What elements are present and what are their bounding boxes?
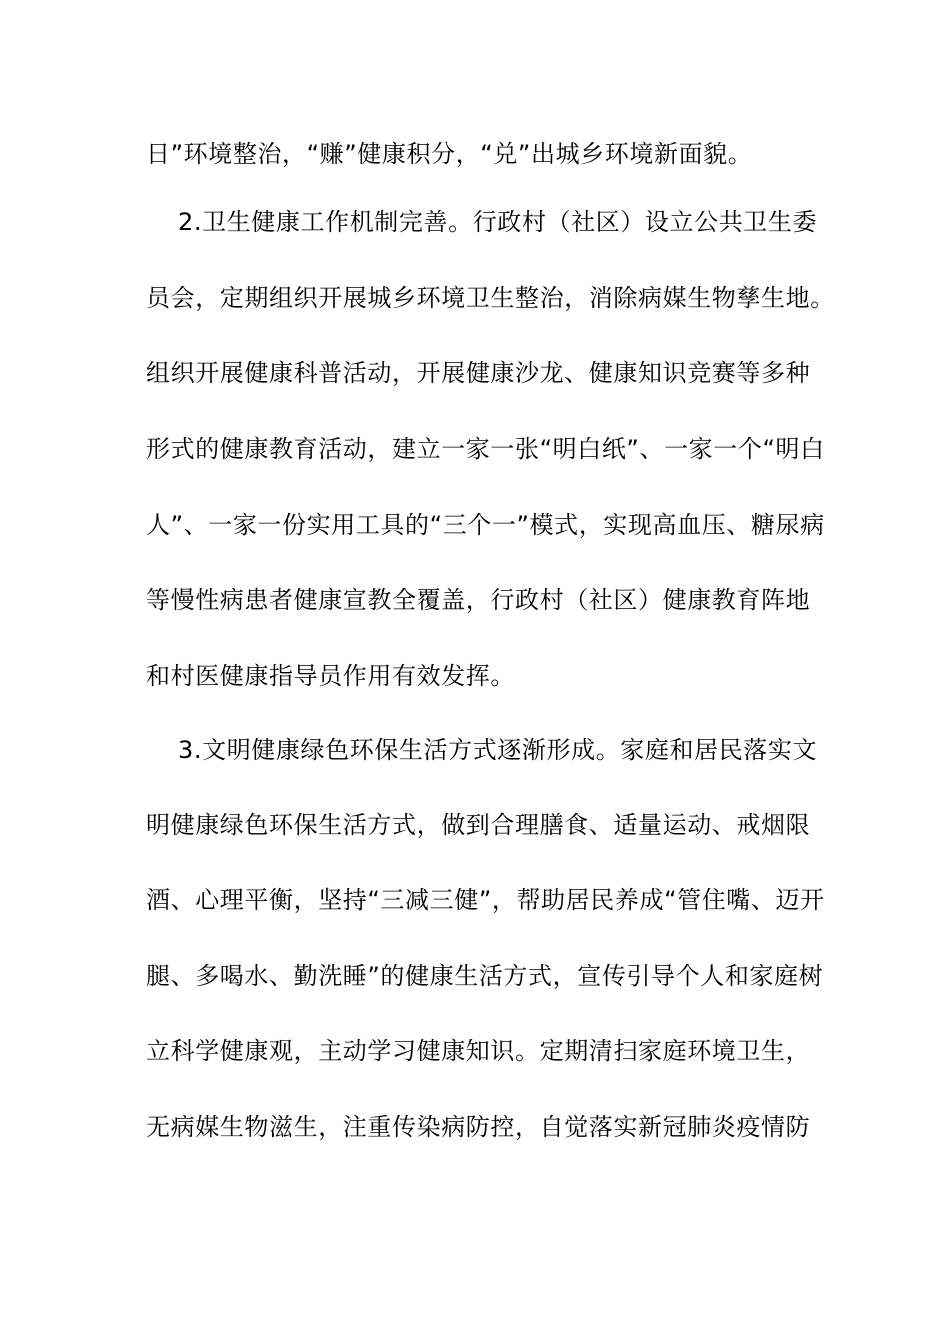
text-line: 日”环境整治，“赚”健康积分，“兑”出城乡环境新面貌。	[146, 140, 753, 168]
section-3-heading-line: 3.文明健康绿色环保生活方式逐渐形成。家庭和居民落实文	[178, 736, 818, 764]
section-2-heading-line: 2.卫生健康工作机制完善。行政村（社区）设立公共卫生委	[178, 208, 818, 236]
text-line: 员会，定期组织开展城乡环境卫生整治，消除病媒生物孳生地。	[146, 284, 835, 312]
text-line: 人”、一家一份实用工具的“三个一”模式，实现高血压、糖尿病	[146, 511, 825, 539]
text-line: 和村医健康指导员作用有效发挥。	[146, 662, 515, 690]
text-line: 酒、心理平衡，坚持“三减三健”，帮助居民养成“管住嘴、迈开	[146, 886, 825, 914]
text-line: 形式的健康教育活动，建立一家一张“明白纸”、一家一个“明白	[146, 435, 825, 463]
text-line: 腿、多喝水、勤洗睡”的健康生活方式，宣传引导个人和家庭树	[146, 962, 824, 990]
text-line: 立科学健康观，主动学习健康知识。定期清扫家庭环境卫生，	[146, 1037, 811, 1065]
text-line: 组织开展健康科普活动，开展健康沙龙、健康知识竞赛等多种	[146, 359, 811, 387]
text-line: 明健康绿色环保生活方式，做到合理膳食、适量运动、戒烟限	[146, 811, 811, 839]
text-line: 无病媒生物滋生，注重传染病防控，自觉落实新冠肺炎疫情防	[146, 1113, 811, 1141]
text-line: 等慢性病患者健康宣教全覆盖，行政村（社区）健康教育阵地	[146, 586, 811, 614]
